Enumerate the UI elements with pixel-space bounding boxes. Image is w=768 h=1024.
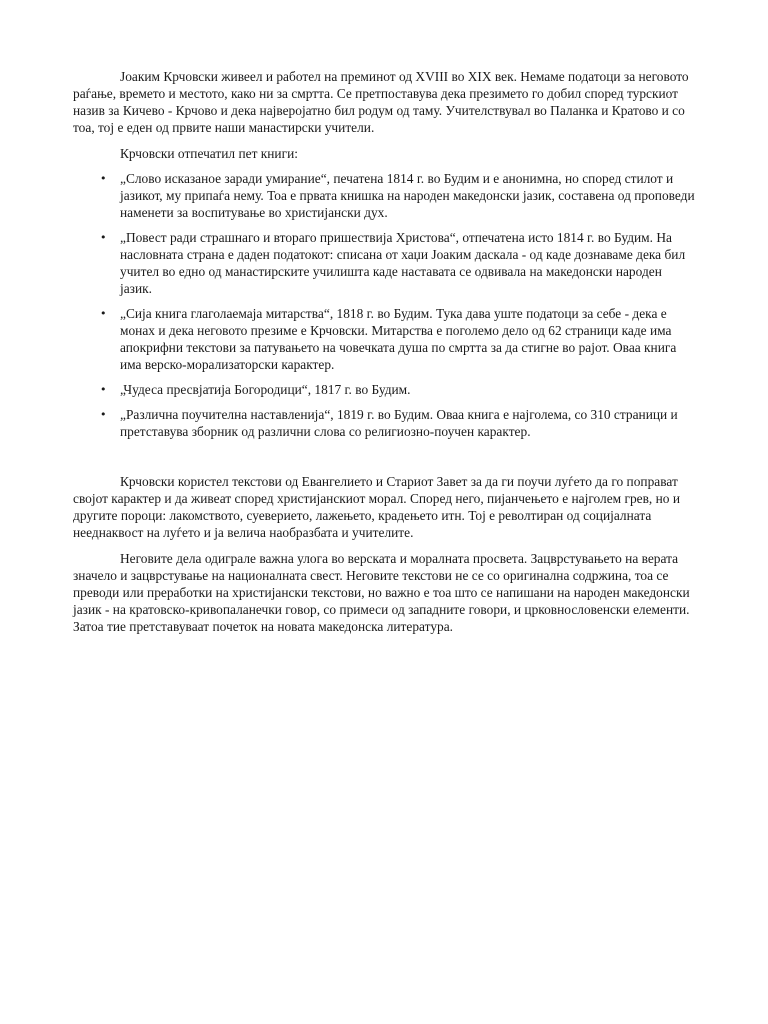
- list-item: [73, 229, 695, 297]
- bullet-icon: •: [100, 307, 107, 320]
- bullet-icon: •: [100, 231, 107, 244]
- document-page: [73, 68, 695, 635]
- list-item-text: „Различна поучителна наставленија“, 1819 г. во Будим. Оваа книга е најголема, со 310 страници и претставува зборник од различни слова со религиозно-поучен карактер.: [120, 407, 678, 439]
- bullet-icon: •: [100, 172, 107, 185]
- list-item: [73, 381, 695, 398]
- list-item-text: „Повест ради страшнаго и вторaго пришествија Христова“, отпечатена исто 1814 г. во Будим. На насловната страна е даден податокот: списана от хаџи Јоаким даскала - од каде дознаваме дека бил учител во едно од манастирските училишта каде наставата се одвивала на македонски народен јазик.: [120, 230, 686, 296]
- legacy-paragraph: Неговите дела одиграле важна улога во верската и моралната просвета. Зацврстувањето на верата значело и зацврстување на националната свест. Неговите текстови не се со оригинална содржина, тоа се преводи или преработки на христијански текстови, но важно е тоа што се напишани на народен македонски јазик - на кратовско-кривопаланечки говор, со примеси од западните говори, и црковнословенски елементи. Затоа тие претставуваат почеток на новата македонска литература.: [73, 551, 690, 634]
- list-item: [73, 170, 695, 221]
- list-item-text: „Слово исказаное заради умирание“, печатена 1814 г. во Будим и е анонимна, но според стилот и јазикот, му припаѓа нему. Тоа е првата книшка на народен македонски јазик, составена од проповеди наменети за воспитување во христијански дух.: [120, 171, 695, 220]
- bullet-icon: •: [100, 383, 107, 396]
- list-item-text: „Чудеса пресвјатија Богородици“, 1817 г. во Будим.: [120, 382, 411, 397]
- books-list: [73, 170, 695, 440]
- bullet-icon: •: [100, 408, 107, 421]
- list-item-text: „Сија книга глаголаемаја митарства“, 1818 г. во Будим. Тука дава уште податоци за себе - дека е монах и дека неговото презиме е Крчовски. Митарства е поголемо дело од 62 страници каде има апокрифни текстови за патувањето на човечката душа по смртта за да стигне во рајот. Оваа книга има верско-морализаторски карактер.: [120, 306, 677, 372]
- teaching-paragraph: Крчовски користел текстови од Евангелието и Стариот Завет за да ги поучи луѓето да го поправат својот карактер и да живеат според христијанскиот морал. Според него, пијанчењето е најголем грев, но и другите пороци: лакомството, суеверието, лажењето, крадењето итн. Тој е револтиран од социјалната нееднаквост на луѓето и ја велича наобразбата и учителите.: [73, 474, 680, 540]
- books-intro-paragraph: Крчовски отпечатил пет книги:: [120, 146, 298, 161]
- intro-paragraph: Јоаким Крчовски живеел и работел на преминот од XVIII во XIX век. Немаме податоци за неговото раѓање, времето и местото, како ни за смртта. Се претпоставува дека презимето го добил според турскиот назив за Кичево - Крчово и дека најверојатно бил родум од таму. Учителствувал во Паланка и Кратово и со тоа, тој е еден од првите наши манастирски учители.: [73, 69, 689, 135]
- list-item: [73, 305, 695, 373]
- list-item: [73, 406, 695, 440]
